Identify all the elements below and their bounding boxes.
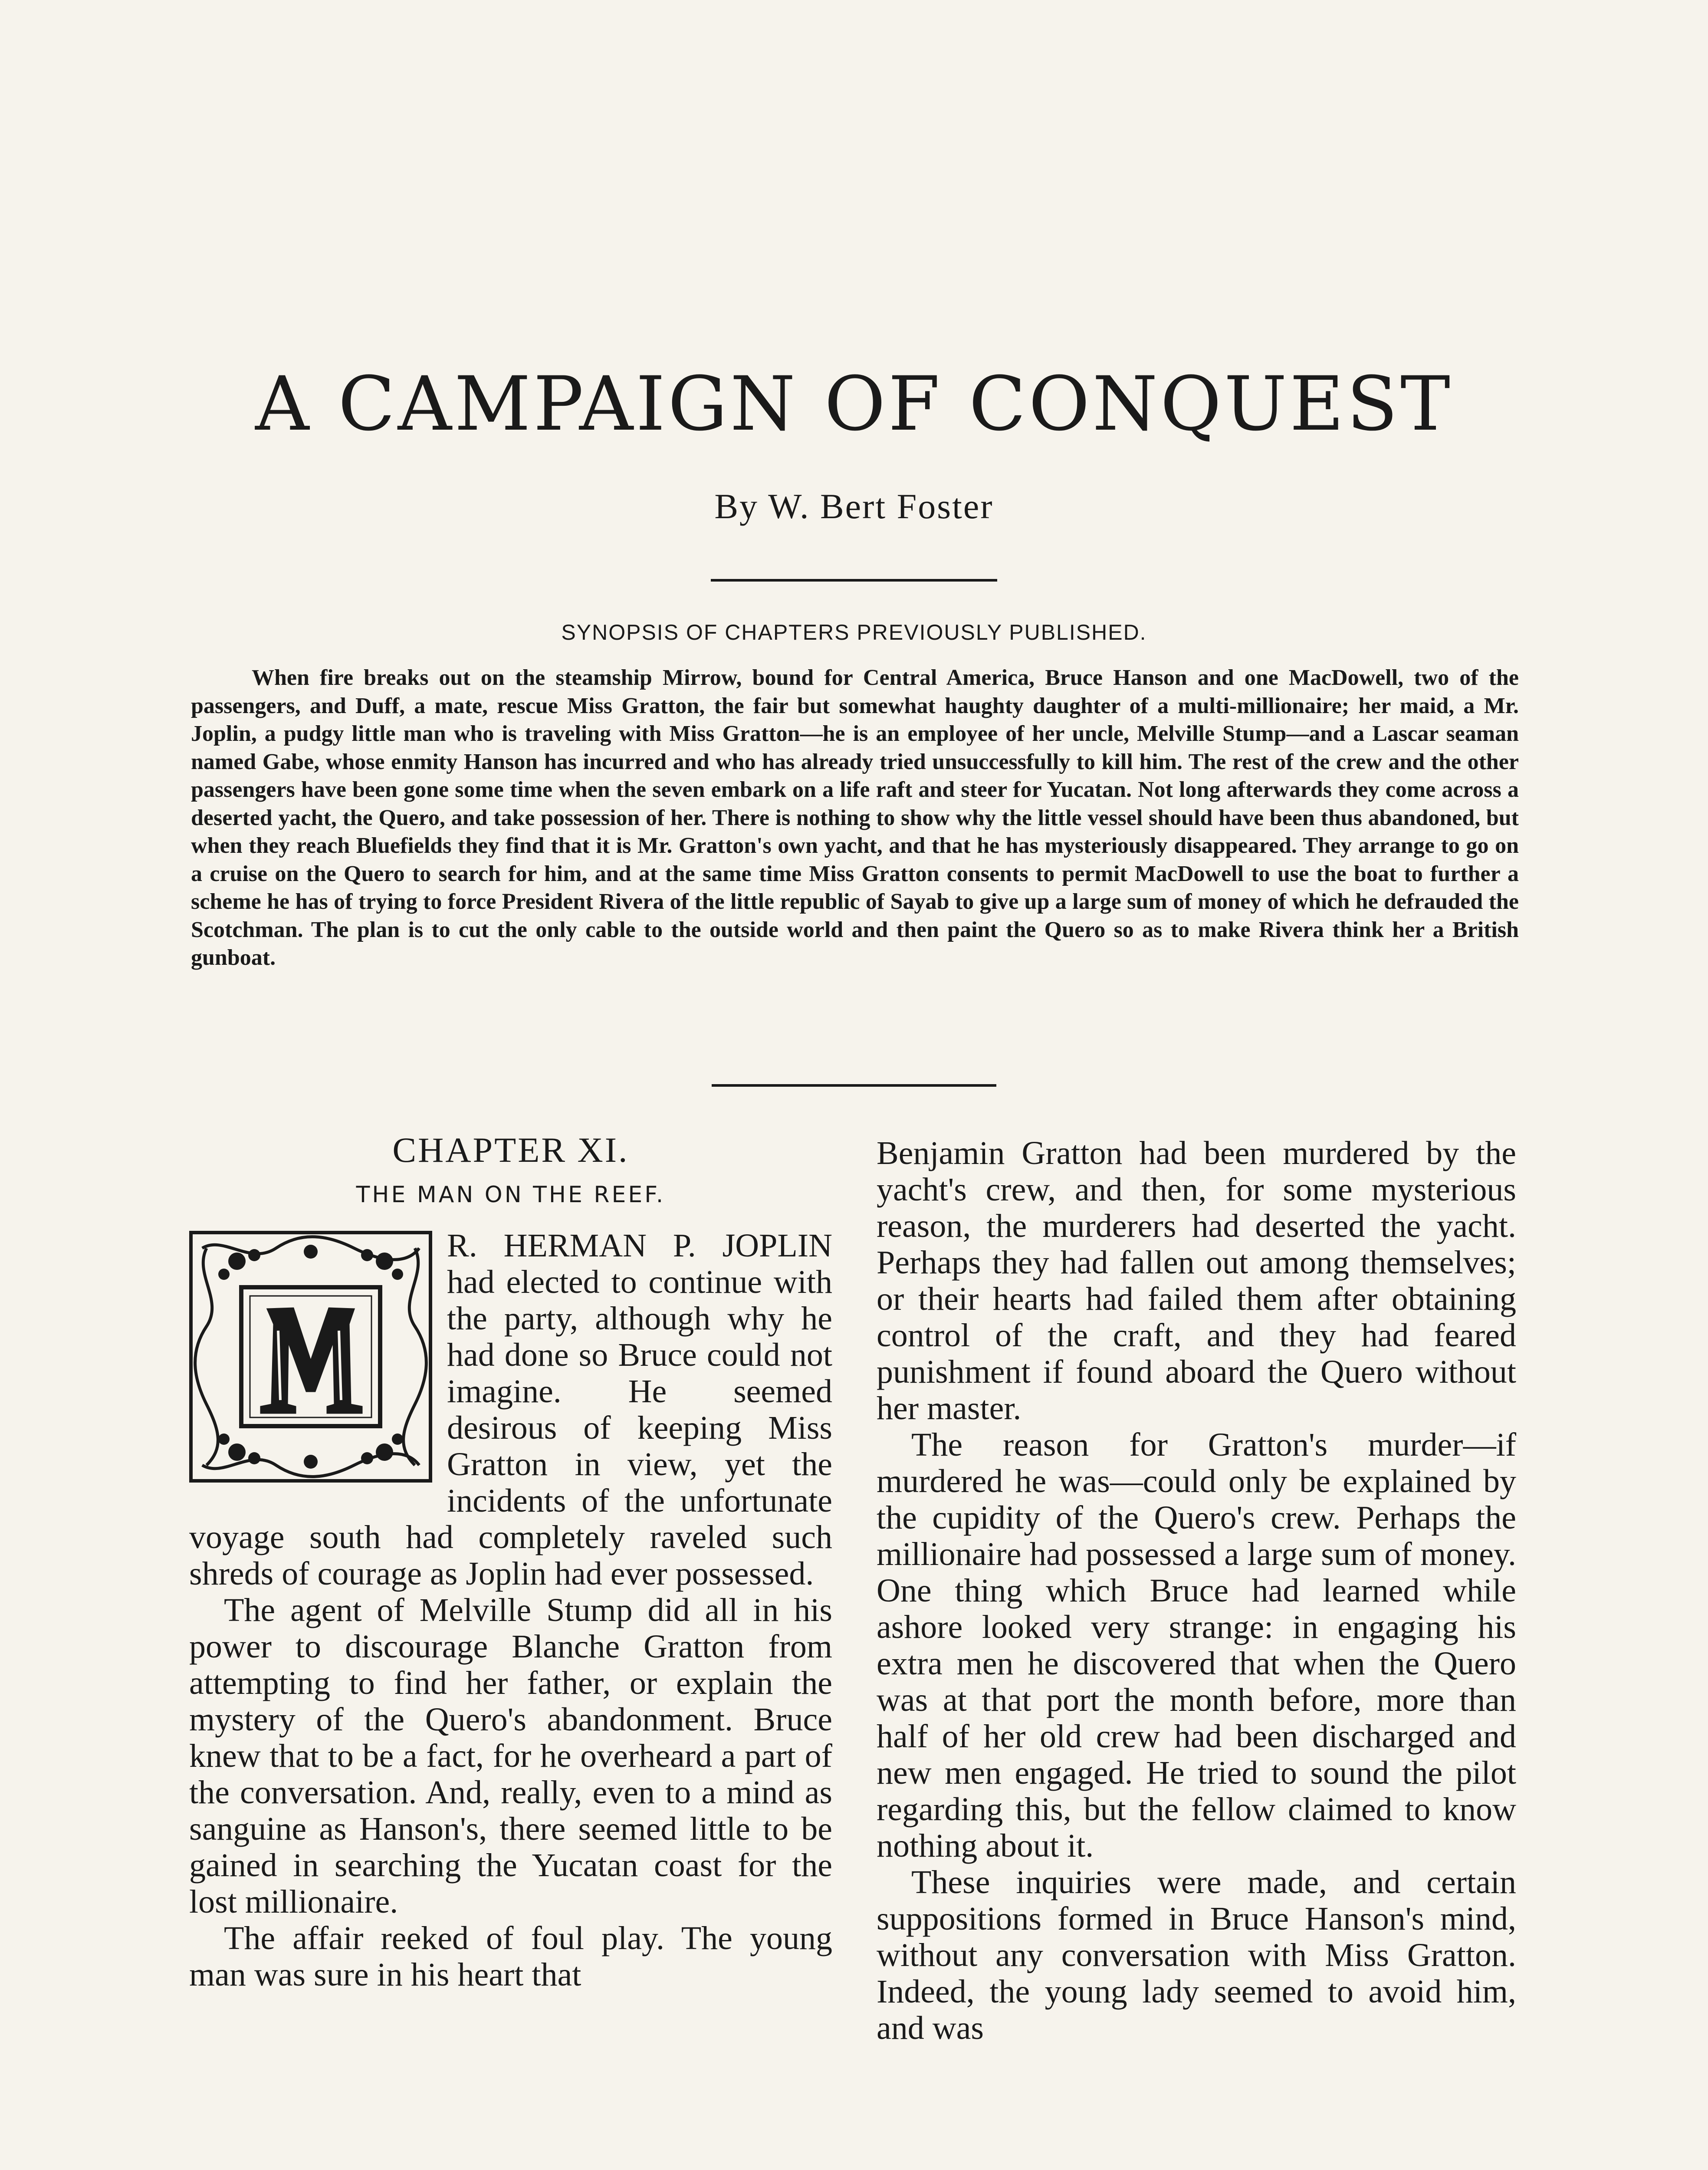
left-column <box>189 1128 832 1993</box>
story-title: A CAMPAIGN OF CONQUEST <box>255 360 1453 447</box>
paragraph: Benjamin Gratton had been murdered by the yacht's crew, and then, for some mysterious reason, the murderers had deserted the yacht. Perhaps they had fallen out among themselves; or their hearts had failed them after obtaining control of the craft, and they had feared punishment if found aboard the Quero without her master. <box>877 1135 1516 1427</box>
title-divider <box>711 579 997 582</box>
byline: By W. Bert Foster <box>714 487 994 526</box>
paragraph: R. HERMAN P. JOPLIN had elected to continue with the party, although why he had done so Bruce could not imagine. He seemed desirous of keeping Miss Gratton in view, yet the incidents of the unfortunate voyage south had completely raveled such shreds of courage as Joplin had ever possessed. <box>189 1227 832 1592</box>
paragraph: The agent of Melville Stump did all in his power to discourage Blanche Gratton from attempting to find her father, or explain the mystery of the Quero's abandonment. Bruce knew that to be a fact, for he overheard a part of the conversation. And, really, even to a mind as sanguine as Hanson's, there seemed little to be gained in searching the Yucatan coast for the lost millionaire. <box>189 1592 832 1920</box>
synopsis-divider <box>712 1084 996 1087</box>
synopsis-heading: SYNOPSIS OF CHAPTERS PREVIOUSLY PUBLISHED. <box>561 620 1147 644</box>
paragraph: These inquiries were made, and certain suppositions formed in Bruce Hanson's mind, without any conversation with Miss Gratton. Indeed, the young lady seemed to avoid him, and was <box>877 1864 1516 2046</box>
ornamental-dropcap <box>189 1231 432 1483</box>
paragraph: The affair reeked of foul play. The young man was sure in his heart that <box>189 1920 832 1993</box>
right-column <box>877 1135 1516 2046</box>
chapter-subtitle: THE MAN ON THE REEF. <box>356 1182 666 1208</box>
chapter-number: CHAPTER XI. <box>392 1130 629 1170</box>
paragraph: The reason for Gratton's murder—if murdered he was—could only be explained by the cupidity of the Quero's crew. Perhaps the millionaire had possessed a large sum of money. One thing which Bruce had learned while ashore looked very strange: in engaging his extra men he discovered that when the Quero was at that port the month before, more than half of her old crew had been discharged and new men engaged. He tried to sound the pilot regarding this, but the fellow claimed to know nothing about it. <box>877 1427 1516 1864</box>
dropcap-ornament-icon <box>189 1231 432 1483</box>
synopsis-text: When fire breaks out on the steamship Mirrow, bound for Central America, Bruce Hanson and one MacDowell, two of the passengers, and Duff, a mate, rescue Miss Gratton, the fair but somewhat haughty daughter of a multi-millionaire; her maid, a Mr. Joplin, a pudgy little man who is traveling with Miss Gratton—he is an employee of her uncle, Melville Stump—and a Lascar seaman named Gabe, whose enmity Hanson has incurred and who has already tried unsuccessfully to kill him. The rest of the crew and the other passengers have been gone some time when the seven embark on a life raft and steer for Yucatan. Not long afterwards they come across a deserted yacht, the Quero, and take possession of her. There is nothing to show why the little vessel should have been thus abandoned, but when they reach Bluefields they find that it is Mr. Gratton's own yacht, and that he has mysteriously disappeared. They arrange to go on a cruise on the Quero to search for him, and at the same time Miss Gratton consents to permit MacDowell to use the boat to further a scheme he has of trying to force President Rivera of the little republic of Sayab to give up a large sum of money of which he defrauded the Scotchman. The plan is to cut the only cable to the outside world and then paint the Quero so as to make Rivera think her a British gunboat. <box>191 665 1519 970</box>
